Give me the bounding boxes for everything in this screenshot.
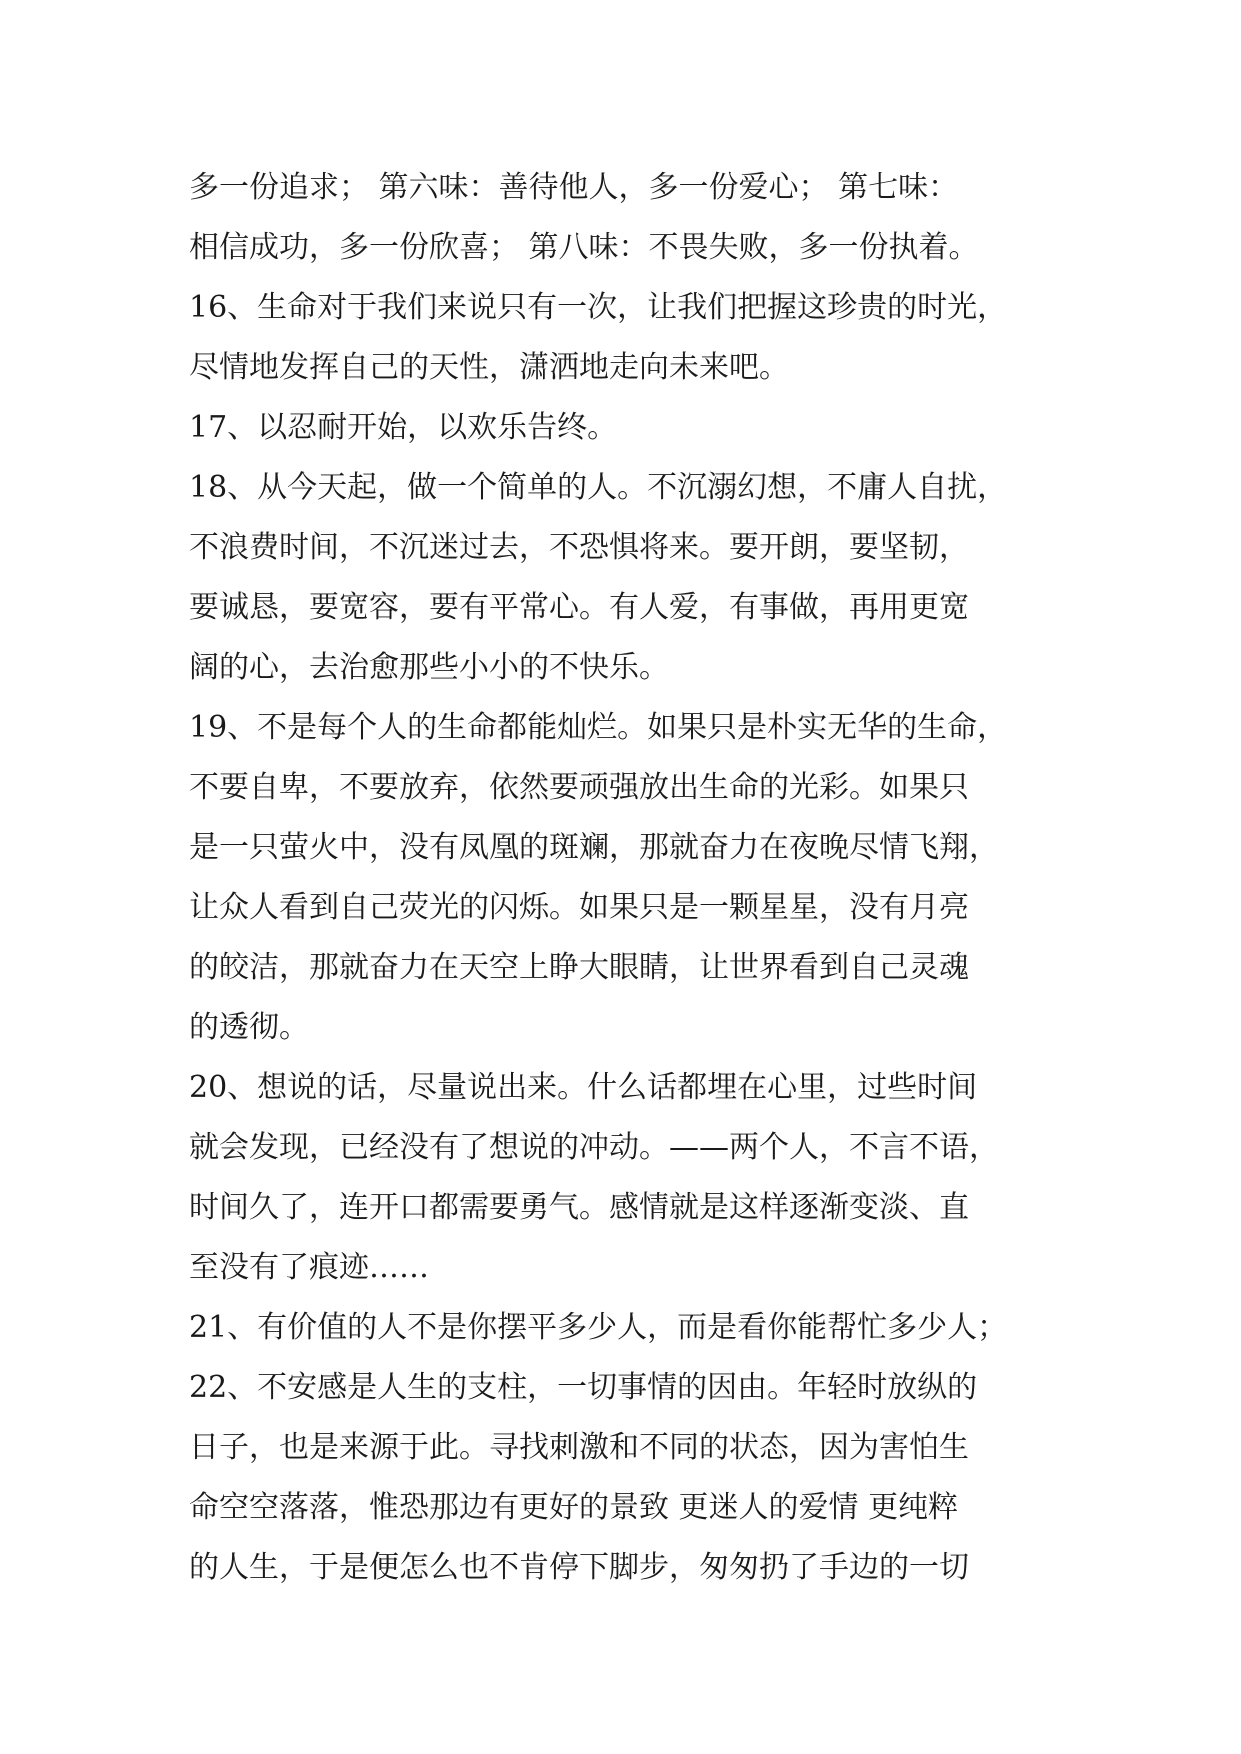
text-line: 至没有了痕迹…… (189, 1250, 429, 1285)
text-line: 22、不安感是人生的支柱，一切事情的因由。年轻时放纵的 (189, 1370, 978, 1405)
text-line: 不要自卑，不要放弃，依然要顽强放出生命的光彩。如果只 (189, 770, 969, 805)
text-line: 是一只萤火中，没有凤凰的斑斓，那就奋力在夜晚尽情飞翔， (189, 830, 999, 865)
text-line: 相信成功，多一份欣喜； 第八味：不畏失败，多一份执着。 (189, 230, 979, 265)
text-line: 多一份追求； 第六味：善待他人，多一份爱心； 第七味： (189, 170, 959, 205)
text-line: 时间久了，连开口都需要勇气。感情就是这样逐渐变淡、直 (189, 1190, 969, 1225)
text-line: 21、有价值的人不是你摆平多少人，而是看你能帮忙多少人； (189, 1310, 1008, 1345)
text-line: 18、从今天起，做一个简单的人。不沉溺幻想，不庸人自扰， (189, 470, 1008, 505)
text-line: 不浪费时间，不沉迷过去，不恐惧将来。要开朗，要坚韧， (189, 530, 969, 565)
text-line: 的皎洁，那就奋力在天空上睁大眼睛，让世界看到自己灵魂 (189, 950, 969, 985)
text-line: 命空空落落，惟恐那边有更好的景致 更迷人的爱情 更纯粹 (189, 1490, 959, 1525)
text-line: 17、以忍耐开始，以欢乐告终。 (189, 410, 618, 445)
text-line: 20、想说的话，尽量说出来。什么话都埋在心里，过些时间 (189, 1070, 978, 1105)
text-line: 19、不是每个人的生命都能灿烂。如果只是朴实无华的生命， (189, 710, 1008, 745)
text-line: 16、生命对于我们来说只有一次，让我们把握这珍贵的时光， (189, 290, 1008, 325)
text-line: 就会发现，已经没有了想说的冲动。——两个人，不言不语， (189, 1130, 999, 1165)
text-line: 让众人看到自己荧光的闪烁。如果只是一颗星星，没有月亮 (189, 890, 969, 925)
text-line: 的透彻。 (189, 1010, 309, 1045)
text-line: 尽情地发挥自己的天性，潇洒地走向未来吧。 (189, 350, 789, 385)
document-body (189, 158, 1069, 1598)
text-line: 日子，也是来源于此。寻找刺激和不同的状态，因为害怕生 (189, 1430, 969, 1465)
text-line: 要诚恳，要宽容，要有平常心。有人爱，有事做，再用更宽 (189, 590, 969, 625)
text-line: 阔的心，去治愈那些小小的不快乐。 (189, 650, 669, 685)
text-line: 的人生，于是便怎么也不肯停下脚步，匆匆扔了手边的一切 (189, 1550, 969, 1585)
